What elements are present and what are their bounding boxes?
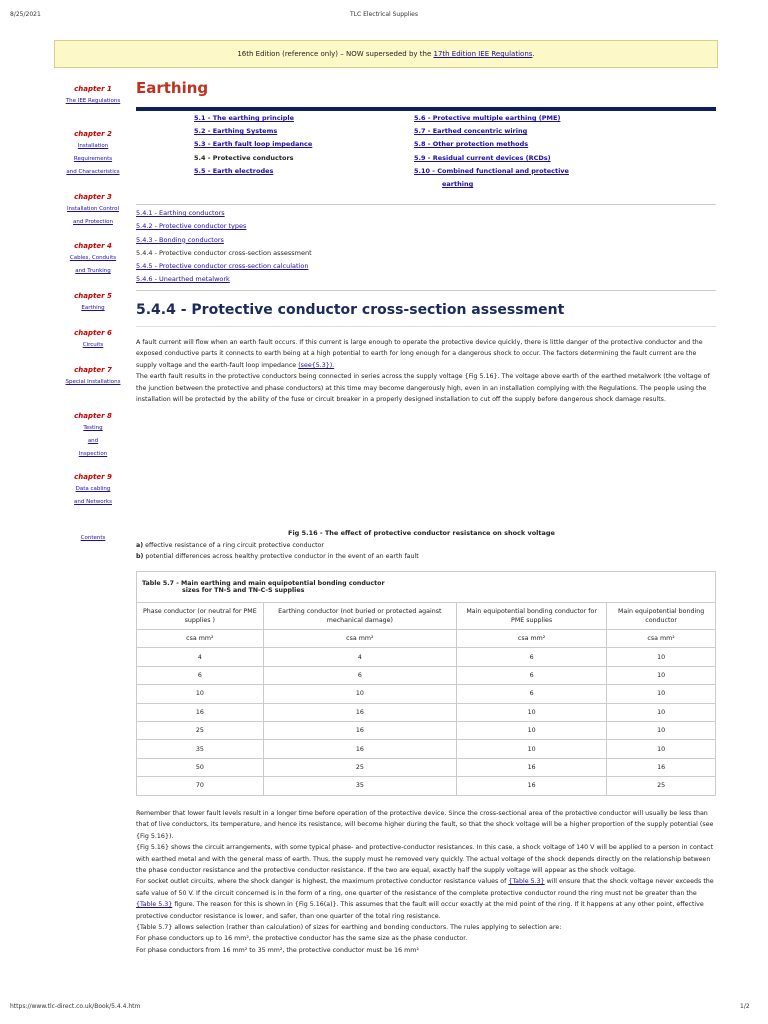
table-cell: 6 xyxy=(457,648,607,666)
sidebar-chapter-5 xyxy=(54,290,132,315)
table-header-row xyxy=(137,603,716,630)
table-caption xyxy=(137,572,716,603)
subsection-current-5-4-4: 5.4.4 - Protective conductor cross-section assessment xyxy=(136,248,312,257)
table-caption-row xyxy=(137,572,716,603)
body-paragraph-3a: For socket outlet circuits, where the shock danger is highest, the maximum protective conductor resistance values of xyxy=(136,878,509,886)
table-row xyxy=(137,721,716,739)
subsection-link-5-4-2[interactable]: 5.4.2 - Protective conductor types xyxy=(136,222,247,231)
section-title: 5.4.4 - Protective conductor cross-section assessment xyxy=(136,302,565,318)
subsection-link-5-4-6[interactable]: 5.4.6 - Unearthed metalwork xyxy=(136,275,230,284)
subsection-link-5-4-1[interactable]: 5.4.1 - Earthing conductors xyxy=(136,209,225,217)
subsection-link-5-4-5[interactable]: 5.4.5 - Protective conductor cross-section calculation xyxy=(136,262,309,271)
table-cell: 16 xyxy=(263,703,456,721)
table-cell: 35 xyxy=(137,740,264,758)
table-cell: 35 xyxy=(263,777,456,795)
chapter-label: chapter 9 xyxy=(74,473,112,481)
figure-legend xyxy=(136,540,716,563)
edition-banner xyxy=(54,40,718,68)
table-row xyxy=(137,777,716,795)
table-cell: 6 xyxy=(457,685,607,703)
table-cell: 16 xyxy=(263,721,456,739)
table-unit-cell: csa mm² xyxy=(137,630,264,648)
print-date: 8/25/2021 xyxy=(10,11,41,18)
banner-text: 16th Edition (reference only) – NOW superseded by the xyxy=(237,50,434,58)
toc-link-5-3[interactable]: 5.3 - Earth fault loop impedance xyxy=(194,140,313,149)
toc-link-5-9[interactable]: 5.9 - Residual current devices (RCDs) xyxy=(414,153,551,162)
table-cell: 10 xyxy=(457,721,607,739)
sidebar-link[interactable]: and xyxy=(87,438,99,444)
body-paragraph-3b: will ensure that the shock voltage never exceeds the safe value of 50 V. If the circuit concerned is in the form of a ring, one quarter of the resistance of the complete protective conductor round the ring must not be greater than the xyxy=(136,878,714,897)
toc-link-5-10[interactable]: 5.10 - Combined functional and protective xyxy=(414,166,569,175)
table-row xyxy=(137,703,716,721)
chapter-label: chapter 4 xyxy=(74,242,112,250)
table-cell: 70 xyxy=(137,777,264,795)
table-unit-cell: csa mm² xyxy=(263,630,456,648)
print-title: TLC Electrical Supplies xyxy=(350,11,418,18)
table-cell: 25 xyxy=(607,777,716,795)
sidebar-chapter-8 xyxy=(54,410,132,461)
subsection-list xyxy=(136,207,312,287)
divider xyxy=(136,290,716,291)
toc-current-5-4: 5.4 - Protective conductors xyxy=(194,153,294,162)
banner-suffix: . xyxy=(532,50,535,58)
sidebar-link[interactable]: Earthing xyxy=(81,305,105,311)
chapter-label: chapter 5 xyxy=(74,292,112,300)
intro-text xyxy=(136,337,716,405)
sidebar-chapter-10 xyxy=(54,532,132,545)
table-cell: 10 xyxy=(607,648,716,666)
body-text xyxy=(136,808,716,956)
intro-paragraph-2: The earth fault results in the protective conductors being connected in series across the supply voltage {Fig 5.16}. The voltage above earth of the earthed metalwork (the voltage of the junction between the protective and phase conductors) at this time may become dangerously high, even in an installation complying with the Regulations. The people using the installation will be protected by the ability of the fuse or circuit breaker in a properly designed installation to cut off the supply before dangerous shock damage results. xyxy=(136,373,710,404)
sidebar-chapter-7 xyxy=(54,364,132,389)
sidebar-link[interactable]: Cables, Conduits xyxy=(69,255,117,261)
17th-edition-link[interactable]: 17th Edition IEE Regulations xyxy=(433,50,533,58)
body-paragraph-2: {Fig 5.16} shows the circuit arrangements, with some typical phase- and protective-conductor resistances. In this case, a shock voltage of 140 V will be applied to a person in contact with earthed metal and with the general mass of earth. Thus, the supply must he removed very quickly. The actual voltage of the shock depends directly on the relationship between the phase conductor resistance and the protective conductor resistance. If the two are equal, exactly half the supply voltage will appear as the shock voltage. xyxy=(136,844,714,875)
toc-link-5-1[interactable]: 5.1 - The earthing principle xyxy=(194,114,295,122)
sidebar-link[interactable]: Requirements xyxy=(73,156,113,162)
sidebar-link[interactable]: Data cabling xyxy=(75,486,111,492)
toc-right xyxy=(414,112,569,191)
table-cell: 25 xyxy=(263,758,456,776)
table-header-cell: Phase conductor (or neutral for PME supplies ) xyxy=(137,603,264,630)
table-header-cell: Earthing conductor (not buried or protected against mechanical damage) xyxy=(263,603,456,630)
body-paragraph-1: Remember that lower fault levels result in a longer time before operation of the protective device. Since the cross-sectional area of the protective conductor will usually be less than that of live conductors, its temperature, and hence its resistance, will become higher during the fault, so that the shock voltage will be a higher proportion of the supply potential (see {Fig 5.16}). xyxy=(136,810,714,840)
toc-left xyxy=(194,112,312,178)
sidebar-link[interactable]: and Networks xyxy=(74,499,112,505)
toc-link-5-5[interactable]: 5.5 - Earth electrodes xyxy=(194,166,274,175)
legend-a: effective resistance of a ring circuit protective conductor xyxy=(143,542,324,549)
table-cell: 6 xyxy=(457,666,607,684)
body-paragraph-3 xyxy=(136,876,716,922)
table-cell: 6 xyxy=(137,666,264,684)
table-cell: 25 xyxy=(137,721,264,739)
sidebar-link[interactable]: Installation Control xyxy=(66,206,120,212)
table-cell: 4 xyxy=(137,648,264,666)
sidebar-chapter-1 xyxy=(54,83,132,108)
table-cell: 4 xyxy=(263,648,456,666)
sidebar-link[interactable]: Contents xyxy=(80,535,106,541)
table-cell: 10 xyxy=(263,685,456,703)
sidebar-chapter-9 xyxy=(54,471,132,509)
table-row xyxy=(137,740,716,758)
table-cell: 6 xyxy=(263,666,456,684)
chapter-label: chapter 6 xyxy=(74,329,112,337)
table-cell: 10 xyxy=(607,685,716,703)
chapter-label: chapter 8 xyxy=(74,412,112,420)
table-row xyxy=(137,758,716,776)
sidebar-link[interactable]: The IEE Regulations xyxy=(65,98,121,104)
table-caption-line-2: sizes for TN-S and TN-C-S supplies xyxy=(182,587,305,594)
sidebar-chapter-2 xyxy=(54,128,132,179)
page-title: Earthing xyxy=(136,79,209,97)
table-row xyxy=(137,666,716,684)
legend-a-label: a) xyxy=(136,542,144,549)
table-header-cell: Main equipotential bonding conductor xyxy=(607,603,716,630)
title-divider-bar xyxy=(136,107,716,111)
table-cell: 16 xyxy=(263,740,456,758)
sidebar-link[interactable]: Testing xyxy=(83,425,103,431)
subsection-link-5-4-3[interactable]: 5.4.3 - Bonding conductors xyxy=(136,235,224,244)
sidebar-link[interactable]: Special Installations xyxy=(65,379,121,385)
table-cell: 16 xyxy=(457,777,607,795)
body-paragraph-5: For phase conductors up to 16 mm², the protective conductor has the same size as the phase conductor. xyxy=(136,935,468,943)
sidebar-link[interactable]: and Characteristics xyxy=(66,169,120,175)
table-cell: 50 xyxy=(137,758,264,776)
toc-link-5-2[interactable]: 5.2 - Earthing Systems xyxy=(194,127,278,136)
legend-b-label: b) xyxy=(136,553,144,561)
sidebar-chapter-3 xyxy=(54,191,132,229)
figure-caption: Fig 5.16 - The effect of protective conductor resistance on shock voltage xyxy=(288,529,555,537)
chapter-label: chapter 1 xyxy=(74,85,112,93)
table-cell: 10 xyxy=(457,740,607,758)
table-5-3-link[interactable]: {Table 5.3} xyxy=(508,878,545,886)
sidebar-chapter-6 xyxy=(54,327,132,352)
table-unit-cell: csa mm² xyxy=(457,630,607,648)
table-cell: 10 xyxy=(607,666,716,684)
table-cell: 16 xyxy=(457,758,607,776)
table-unit-cell: csa mm² xyxy=(607,630,716,648)
body-paragraph-3c: figure. The reason for this is shown in {Fig 5.16(a)}. This assumes that the fault will occur exactly at the mid point of the ring. If it happens at any other point, effective protective conductor resistance is lower, and safer, than one quarter of the total ring resistance. xyxy=(136,901,704,920)
page-number: 1/2 xyxy=(740,1003,750,1010)
table-5-3-link[interactable]: {Table 5.3} xyxy=(136,901,173,909)
divider xyxy=(136,204,716,205)
sidebar-link[interactable]: Circuits xyxy=(82,342,104,348)
body-paragraph-4: {Table 5.7} allows selection (rather than calculation) of sizes for earthing and bonding conductors. The rules applying to selection are: xyxy=(136,924,562,932)
sidebar-link[interactable]: Installation xyxy=(77,143,109,149)
table-unit-row xyxy=(137,630,716,648)
page-url: https://www.tlc-direct.co.uk/Book/5.4.4.htm xyxy=(10,1003,141,1010)
table-row xyxy=(137,685,716,703)
chapter-label: chapter 2 xyxy=(74,130,112,138)
legend-b: potential differences across healthy protective conductor in the event of an earth fault xyxy=(143,553,419,561)
table-cell: 16 xyxy=(607,758,716,776)
sidebar-link[interactable]: Inspection xyxy=(78,451,108,457)
table-cell: 10 xyxy=(457,703,607,721)
table-caption-line-1: Table 5.7 - Main earthing and main equipotential bonding conductor xyxy=(142,580,385,587)
table-cell: 10 xyxy=(607,721,716,739)
see-5-3-link[interactable]: (see{5.3}). xyxy=(298,361,335,369)
table-5-7 xyxy=(136,571,716,796)
table-cell: 10 xyxy=(137,685,264,703)
table-row xyxy=(137,648,716,666)
table-cell: 16 xyxy=(137,703,264,721)
sidebar-link[interactable]: and Trunking xyxy=(75,268,111,274)
table-cell: 10 xyxy=(607,703,716,721)
divider xyxy=(136,326,716,327)
chapter-label: chapter 3 xyxy=(74,193,112,201)
sidebar-link[interactable]: and Protection xyxy=(73,219,113,225)
toc-link-5-10-cont[interactable]: earthing xyxy=(442,180,474,189)
intro-paragraph-1: A fault current will flow when an earth fault occurs. If this current is large enough to operate the protective device quickly, there is little danger of the protective conductor and the exposed conductive parts it connects to earth being at a high potential to earth for long enough for a dangerous shock to occur. The factors determining the fault current are the supply voltage and the earth-fault loop impedance xyxy=(136,339,703,369)
toc-link-5-7[interactable]: 5.7 - Earthed concentric wiring xyxy=(414,127,528,136)
toc-link-5-6[interactable]: 5.6 - Protective multiple earthing (PME) xyxy=(414,114,561,122)
sidebar-chapter-4 xyxy=(54,240,132,278)
chapter-label: chapter 7 xyxy=(74,366,112,374)
body-paragraph-6: For phase conductors from 16 mm² to 35 mm², the protective conductor must be 16 mm² xyxy=(136,946,419,954)
table-cell: 10 xyxy=(607,740,716,758)
table-header-cell: Main equipotential bonding conductor for PME supplies xyxy=(457,603,607,630)
toc-link-5-8[interactable]: 5.8 - Other protection methods xyxy=(414,140,529,149)
